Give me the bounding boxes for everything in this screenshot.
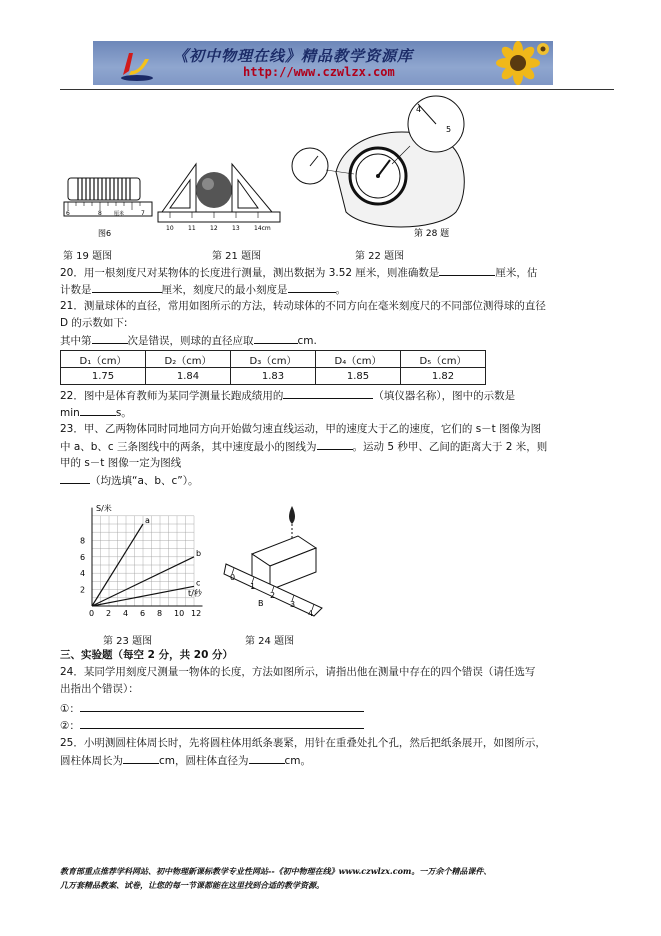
caption-21: 第 21 题图: [212, 251, 262, 262]
figure-22-stopwatch: [286, 92, 476, 242]
q22-blank-2[interactable]: [80, 404, 116, 416]
ruler-tick-7: 7: [141, 210, 145, 217]
table-cell-d1: 1.75: [61, 368, 146, 385]
q21-line2: D 的示数如下:: [60, 317, 128, 329]
q21-line1: 21．测量球体的直径，常用如图所示的方法，转动球体的不同方向在毫米刻度尺的不同部位测得球的直径: [60, 300, 546, 312]
q24-blank-2[interactable]: [80, 717, 364, 729]
q22-line1: 22．图中是体育教师为某同学测量长跑成绩用的 （填仪器名称），图中的示数是: [60, 387, 515, 405]
table-cell-d3: 1.83: [231, 368, 316, 385]
q20-blank-2[interactable]: [92, 281, 162, 293]
q23-line4: （均选填“a、b、c”）。: [60, 472, 199, 490]
header-banner: [93, 41, 553, 85]
figure-21: [156, 150, 284, 232]
f21-tick-12: 12: [210, 225, 218, 232]
q22-line2: min s。: [60, 404, 132, 422]
q25-line1: 25．小明测圆柱体周长时，先将圆柱体用纸条裹紧，用针在重叠处扎个孔，然后把纸条展开，如图所示，: [60, 737, 546, 749]
dial-4: 4: [416, 105, 422, 114]
x-tick-label-8: 8: [157, 609, 163, 618]
page-footer: [60, 864, 620, 892]
banner-url[interactable]: http://www.czwlzx.com: [243, 65, 395, 79]
table-row: [61, 351, 486, 368]
series-label-c: c: [196, 578, 201, 588]
figure-19: [62, 168, 156, 240]
table-header-d3: D₃（cm）: [231, 351, 316, 368]
fig28-label: 第 28 题: [414, 229, 450, 239]
caption-19: 第 19 题图: [63, 251, 113, 262]
q24-answer-1: ①：: [60, 700, 364, 718]
q25-blank-2[interactable]: [249, 752, 285, 764]
caption-23: 第 23 题图: [103, 636, 153, 647]
figure-24: [222, 500, 332, 620]
f24-mark-4: 4: [308, 609, 314, 618]
q22-blank-1[interactable]: [283, 387, 373, 399]
table-cell-d4: 1.85: [316, 368, 401, 385]
q21-blank-1[interactable]: [92, 332, 128, 344]
x-tick-label-12: 12: [191, 609, 202, 618]
q23-blank-1[interactable]: [317, 438, 353, 450]
ruler-unit: 厘米: [114, 211, 125, 217]
table-cell-d5: 1.82: [401, 368, 486, 385]
header-rule: [60, 89, 614, 90]
caption-22: 第 22 题图: [355, 251, 405, 262]
footer-line-1: 教育部重点推荐学科网站、初中物理新课标教学专业性网站--《初中物理在线》www.czwlzx.com。一万余个精品课件、: [60, 866, 492, 876]
q23-line1: 23．甲、乙两物体同时同地同方向开始做匀速直线运动，甲的速度大于乙的速度，它们的 s－t 图像为图: [60, 423, 542, 435]
x-tick-label-0: 0: [89, 609, 95, 618]
q24-line2: 出指出个错误）：: [60, 683, 139, 695]
table-row: [61, 368, 486, 385]
q21-blank-2[interactable]: [254, 332, 298, 344]
q25-line2: 圆柱体周长为 cm，圆柱体直径为 cm。: [60, 752, 311, 770]
y-axis-label: S/米: [96, 503, 112, 513]
table-cell-d2: 1.84: [146, 368, 231, 385]
q24-line1: 24．某同学用刻度尺测量一物体的长度，方法如图所示，请指出他在测量中存在的四个错误（请任选写: [60, 666, 536, 678]
series-label-a: a: [145, 516, 150, 525]
q24-answer-2: ②：: [60, 717, 364, 735]
x-axis-label: t/秒: [188, 589, 202, 599]
logo-icon: [93, 41, 173, 85]
f24-mark-2: 2: [270, 591, 276, 600]
table-header-d4: D₄（cm）: [316, 351, 401, 368]
q20-blank-3[interactable]: [288, 281, 336, 293]
q25-blank-1[interactable]: [123, 752, 159, 764]
footer-line-2: 几万套精品教案、试卷，让您的每一节课都能在这里找到合适的教学资源。: [60, 880, 324, 890]
x-tick-label-10: 10: [174, 609, 185, 618]
q20-blank-1[interactable]: [439, 264, 495, 276]
f24-point-b: B: [258, 599, 264, 608]
y-tick-label-4: 4: [80, 569, 86, 579]
y-tick-label-8: 8: [80, 536, 86, 546]
q23-blank-2[interactable]: [60, 472, 90, 484]
table-header-d1: D₁（cm）: [61, 351, 146, 368]
dial-5: 5: [446, 125, 452, 134]
y-tick-label-2: 2: [80, 585, 86, 595]
f21-tick-14: 14cm: [254, 225, 271, 232]
ruler-tick-6: 6: [66, 210, 70, 217]
table-header-d5: D₅（cm）: [401, 351, 486, 368]
q20-line1: 20．用一根刻度尺对某物体的长度进行测量，测出数据为 3.52 厘米，则准确数是 厘米，估: [60, 264, 537, 282]
f24-mark-3: 3: [290, 600, 296, 609]
sunflower-icon: [483, 41, 553, 85]
x-tick-label-6: 6: [140, 609, 146, 618]
q23-line2: 中 a、b、c 三条图线中的两条，其中速度最小的图线为 。运动 5 秒甲、乙间的距离大于 2 米，则: [60, 438, 547, 456]
caption-24: 第 24 题图: [245, 636, 295, 647]
figure-23-graph: [78, 500, 218, 625]
f21-tick-13: 13: [232, 225, 240, 232]
q24-blank-1[interactable]: [80, 700, 364, 712]
f21-tick-11: 11: [188, 225, 196, 232]
q23-line3: 甲的 s－t 图像一定为图线: [60, 457, 182, 469]
x-tick-label-4: 4: [123, 609, 129, 618]
x-tick-label-2: 2: [106, 609, 112, 618]
f21-tick-10: 10: [166, 225, 174, 232]
table-header-d2: D₂（cm）: [146, 351, 231, 368]
q21-line3: 其中第 次是错误，则球的直径应取 cm.: [60, 332, 317, 350]
series-label-b: b: [196, 548, 202, 558]
f24-mark-1: 1: [250, 582, 256, 591]
ruler-tick-8: 8: [98, 210, 102, 217]
y-tick-label-6: 6: [80, 552, 86, 562]
fig6-label: 图6: [98, 229, 112, 238]
f24-mark-0: 0: [230, 573, 236, 582]
q20-line2: 计数是 厘米，刻度尺的最小刻度是 。: [60, 281, 346, 299]
banner-title: 《初中物理在线》精品教学资源库: [173, 47, 414, 65]
q21-data-table: [60, 350, 486, 385]
section-3-heading: 三、实验题（每空 2 分，共 20 分）: [60, 649, 234, 661]
